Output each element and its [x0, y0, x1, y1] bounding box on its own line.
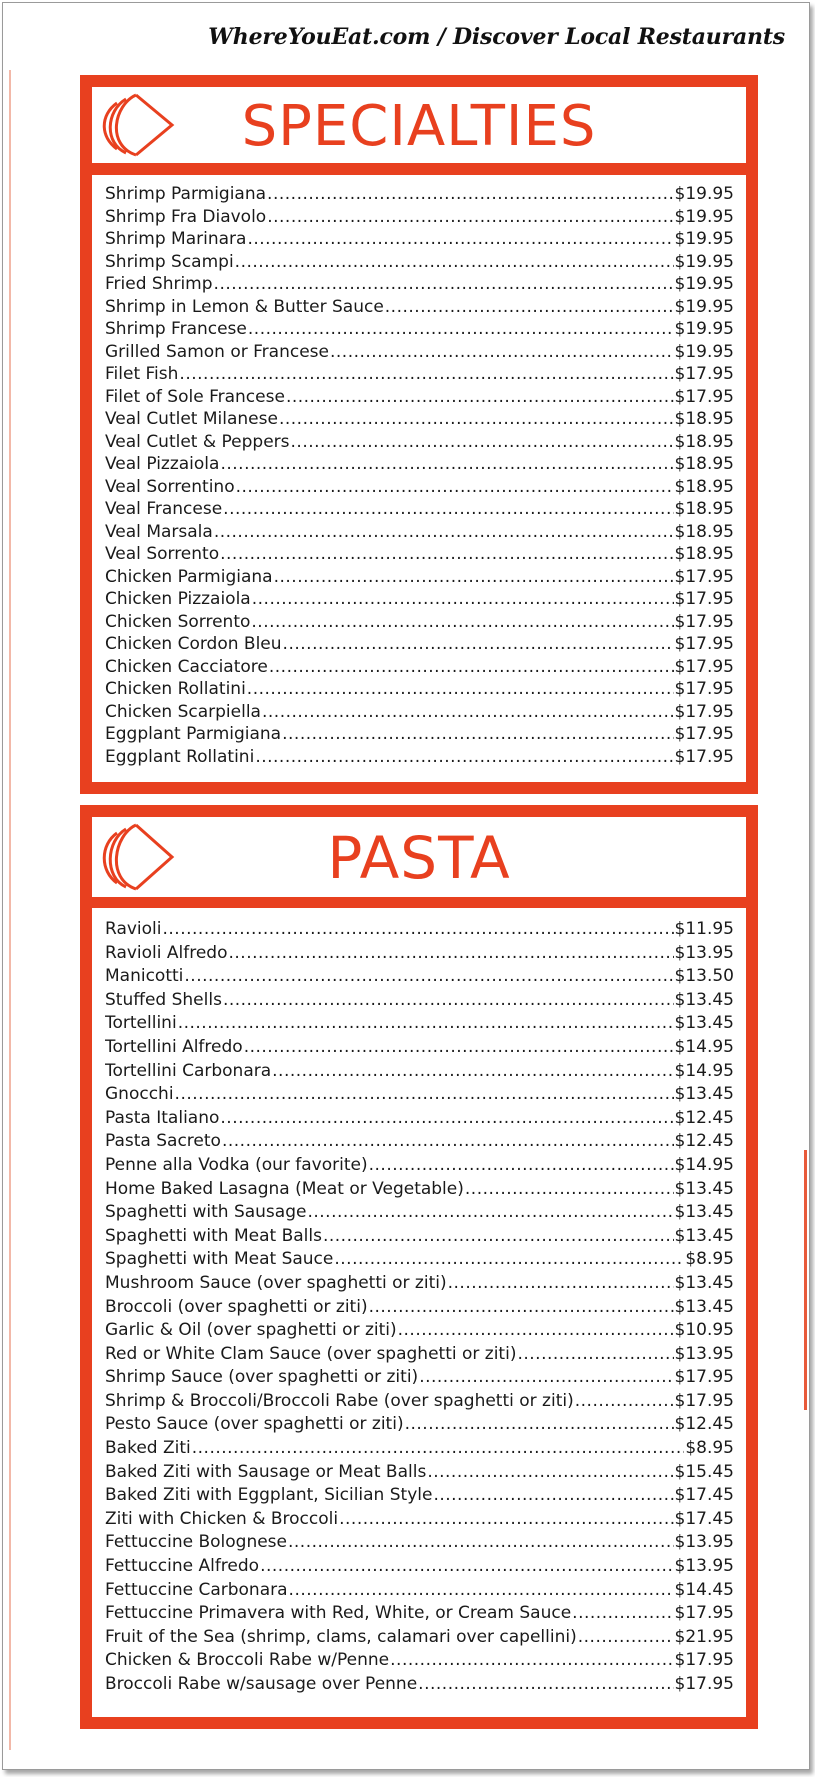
dot-leader: [448, 1272, 674, 1296]
specialties-section: [80, 75, 758, 794]
menu-item-name: Baked Ziti: [105, 1438, 191, 1459]
menu-item: [105, 386, 734, 409]
menu-item: [105, 1201, 734, 1225]
dot-leader: [274, 566, 674, 589]
dot-leader: [272, 1060, 673, 1084]
menu-item: [105, 633, 734, 656]
menu-item-name: Fruit of the Sea (shrimp, clams, calamari over capellini): [105, 1626, 577, 1647]
specialties-list: [92, 175, 746, 782]
dot-leader: [262, 701, 674, 724]
menu-item-price: $17.95: [674, 1603, 734, 1624]
menu-item-price: $13.95: [674, 1532, 734, 1553]
menu-item: [105, 296, 734, 319]
menu-item: [105, 1649, 734, 1673]
dot-leader: [179, 363, 673, 386]
dot-leader: [433, 1484, 673, 1508]
dot-leader: [269, 656, 674, 679]
menu-item-price: $17.45: [674, 1508, 734, 1529]
dot-leader: [184, 965, 673, 989]
menu-item: [105, 1178, 734, 1202]
menu-item: [105, 1296, 734, 1320]
menu-item-price: $8.95: [685, 1438, 734, 1459]
menu-item-name: Shrimp Sauce (over spaghetti or ziti): [105, 1367, 419, 1388]
menu-item-price: $13.45: [674, 1202, 734, 1223]
menu-item-name: Stuffed Shells: [105, 989, 222, 1010]
menu-item-price: $19.95: [674, 341, 734, 362]
menu-item: [105, 942, 734, 966]
menu-item-name: Veal Francese: [105, 499, 223, 519]
menu-item-name: Red or White Clam Sauce (over spaghetti or ziti): [105, 1343, 517, 1364]
menu-item-name: Home Baked Lasagna (Meat or Vegetable): [105, 1178, 464, 1199]
menu-item-name: Tortellini Alfredo: [105, 1036, 243, 1057]
menu-item: [105, 1602, 734, 1626]
menu-item-name: Gnocchi: [105, 1084, 174, 1105]
pasta-list: [92, 908, 746, 1717]
menu-item-price: $17.95: [674, 1650, 734, 1671]
menu-item: [105, 206, 734, 229]
menu-item-name: Ravioli Alfredo: [105, 942, 228, 963]
menu-item-name: Filet Fish: [105, 364, 179, 384]
menu-item-price: $17.95: [674, 589, 734, 609]
menu-item: [105, 1437, 734, 1461]
menu-item: [105, 656, 734, 679]
menu-item-price: $17.95: [674, 746, 734, 767]
menu-item: [105, 363, 734, 386]
menu-item-name: Chicken Pizzaiola: [105, 589, 251, 609]
menu-item-name: Broccoli Rabe w/sausage over Penne: [105, 1674, 418, 1694]
specialties-title: SPECIALTIES: [241, 94, 597, 159]
menu-item-name: Veal Cutlet & Peppers: [105, 431, 290, 452]
menu-item: [105, 521, 734, 544]
dot-leader: [235, 251, 674, 274]
dot-leader: [267, 206, 673, 229]
menu-item-price: $8.95: [685, 1249, 734, 1270]
menu-item-price: $17.95: [674, 679, 734, 699]
menu-item: [105, 965, 734, 989]
menu-item: [105, 1626, 734, 1650]
menu-item-price: $17.95: [674, 566, 734, 587]
menu-item-price: $13.45: [674, 1225, 734, 1246]
menu-item: [105, 1531, 734, 1555]
dot-leader: [369, 1154, 674, 1178]
menu-item: [105, 318, 734, 341]
dot-leader: [418, 1673, 673, 1697]
menu-item-price: $19.95: [674, 319, 734, 339]
menu-item-name: Eggplant Parmigiana: [105, 724, 282, 744]
menu-item-price: $19.95: [674, 206, 734, 227]
menu-item-price: $19.95: [674, 274, 734, 294]
menu-item-price: $13.45: [674, 1272, 734, 1293]
dot-leader: [222, 1130, 674, 1154]
dot-leader: [229, 942, 674, 966]
dot-leader: [255, 746, 673, 769]
menu-item: [105, 543, 734, 566]
menu-item-name: Spaghetti with Meat Sauce: [105, 1249, 334, 1270]
dot-leader: [286, 386, 674, 409]
dot-leader: [419, 1366, 673, 1390]
menu-item-price: $18.95: [674, 544, 734, 564]
menu-item: [105, 228, 734, 251]
dot-leader: [405, 1413, 674, 1437]
dot-leader: [214, 521, 674, 544]
menu-item-name: Grilled Samon or Francese: [105, 341, 329, 362]
menu-item: [105, 273, 734, 296]
menu-item-name: Filet of Sole Francese: [105, 386, 285, 407]
menu-item-price: $18.95: [674, 499, 734, 519]
menu-item-name: Chicken Cordon Bleu: [105, 634, 282, 654]
menu-item: [105, 566, 734, 589]
menu-item-name: Broccoli (over spaghetti or ziti): [105, 1296, 368, 1317]
menu-item-name: Ravioli: [105, 919, 162, 939]
menu-item-price: $18.95: [674, 476, 734, 497]
menu-item-price: $13.50: [674, 966, 734, 987]
menu-item-name: Veal Sorrento: [105, 544, 220, 564]
menu-item: [105, 1248, 734, 1272]
menu-item: [105, 1555, 734, 1579]
menu-item-price: $15.45: [674, 1461, 734, 1482]
dot-leader: [289, 1579, 674, 1603]
menu-item-name: Mushroom Sauce (over spaghetti or ziti): [105, 1272, 447, 1293]
dot-leader: [283, 633, 674, 656]
menu-item: [105, 1225, 734, 1249]
dot-leader: [178, 1012, 674, 1036]
menu-item-price: $17.95: [674, 634, 734, 654]
menu-item-name: Tortellini: [105, 1013, 177, 1034]
menu-item-name: Chicken & Broccoli Rabe w/Penne: [105, 1650, 390, 1671]
menu-item: [105, 476, 734, 499]
dot-leader: [578, 1626, 674, 1650]
dot-leader: [175, 1083, 674, 1107]
menu-item: [105, 1366, 734, 1390]
dot-leader: [398, 1319, 674, 1343]
menu-item: [105, 989, 734, 1013]
menu-item: [105, 1413, 734, 1437]
menu-item: [105, 1012, 734, 1036]
menu-item-price: $14.95: [674, 1154, 734, 1175]
menu-item-name: Veal Marsala: [105, 521, 213, 542]
menu-item-name: Pesto Sauce (over spaghetti or ziti): [105, 1414, 404, 1435]
menu-item-name: Tortellini Carbonara: [105, 1060, 272, 1081]
dot-leader: [288, 1531, 674, 1555]
dot-leader: [220, 543, 673, 566]
menu-item-price: $17.95: [674, 611, 734, 632]
menu-item-name: Shrimp Fra Diavolo: [105, 206, 267, 227]
menu-item: [105, 1484, 734, 1508]
dot-leader: [330, 341, 674, 364]
menu-item-price: $14.95: [674, 1060, 734, 1081]
menu-item-name: Shrimp & Broccoli/Broccoli Rabe (over spaghetti or ziti): [105, 1390, 574, 1411]
menu-item-name: Chicken Cacciatore: [105, 656, 268, 677]
menu-item-name: Fettuccine Carbonara: [105, 1579, 288, 1600]
menu-item-price: $18.95: [674, 521, 734, 542]
menu-item-name: Chicken Scarpiella: [105, 701, 261, 722]
menu-item: [105, 1673, 734, 1697]
dot-leader: [223, 498, 673, 521]
menu-item-price: $12.45: [674, 1107, 734, 1128]
menu-item-price: $19.95: [674, 296, 734, 317]
menu-item-price: $12.45: [674, 1131, 734, 1152]
dot-leader: [575, 1390, 674, 1414]
dot-leader: [279, 408, 674, 431]
menu-item-price: $17.95: [674, 724, 734, 744]
menu-item: [105, 183, 734, 206]
menu-item-name: Chicken Sorrento: [105, 611, 251, 632]
menu-item: [105, 1579, 734, 1603]
menu-item-price: $12.45: [674, 1414, 734, 1435]
dot-leader: [307, 1201, 673, 1225]
menu-item: [105, 341, 734, 364]
menu-item-name: Spaghetti with Meat Balls: [105, 1225, 322, 1246]
dot-leader: [323, 1225, 674, 1249]
menu-item-price: $19.95: [674, 251, 734, 272]
menu-item: [105, 1036, 734, 1060]
menu-item: [105, 251, 734, 274]
menu-item: [105, 611, 734, 634]
menu-item-name: Baked Ziti with Eggplant, Sicilian Style: [105, 1485, 433, 1506]
menu-item: [105, 1461, 734, 1485]
menu-item: [105, 1107, 734, 1131]
menu-item: [105, 431, 734, 454]
menu-item: [105, 678, 734, 701]
menu-item-price: $17.95: [674, 1674, 734, 1694]
dot-leader: [214, 273, 674, 296]
dot-leader: [517, 1343, 673, 1367]
menu-item-name: Baked Ziti with Sausage or Meat Balls: [105, 1461, 427, 1482]
menu-item: [105, 1130, 734, 1154]
menu-item-price: $18.95: [674, 454, 734, 474]
menu-item: [105, 1319, 734, 1343]
menu-item-name: Chicken Parmigiana: [105, 566, 273, 587]
menu-item-name: Shrimp Parmigiana: [105, 184, 267, 204]
menu-item: [105, 408, 734, 431]
menu-item-price: $11.95: [674, 919, 734, 939]
menu-item: [105, 723, 734, 746]
menu-item: [105, 1390, 734, 1414]
menu-item: [105, 701, 734, 724]
dot-leader: [572, 1602, 673, 1626]
menu-item-price: $10.95: [674, 1320, 734, 1341]
menu-item-name: Shrimp Marinara: [105, 229, 247, 249]
dot-leader: [427, 1461, 673, 1485]
menu-item-price: $13.95: [674, 1556, 734, 1577]
menu-item: [105, 1060, 734, 1084]
menu-item-price: $13.95: [674, 942, 734, 963]
menu-item-price: $13.45: [674, 1013, 734, 1034]
menu-item-name: Shrimp Scampi: [105, 251, 234, 272]
menu-item-name: Fettuccine Primavera with Red, White, or Cream Sauce: [105, 1603, 572, 1624]
menu-item-name: Fettuccine Bolognese: [105, 1532, 287, 1553]
menu-item-price: $17.95: [674, 386, 734, 407]
dot-leader: [223, 989, 674, 1013]
menu-item: [105, 1083, 734, 1107]
dot-leader: [291, 431, 674, 454]
menu-item-price: $17.95: [674, 701, 734, 722]
dot-leader: [334, 1248, 684, 1272]
dot-leader: [247, 228, 673, 251]
menu-item-price: $21.95: [674, 1626, 734, 1647]
dot-leader: [244, 1036, 674, 1060]
dot-leader: [163, 918, 674, 942]
menu-item-price: $14.95: [674, 1036, 734, 1057]
page-edge-mark: [804, 1150, 807, 1410]
menu-item-name: Ziti with Chicken & Broccoli: [105, 1508, 339, 1529]
dot-leader: [220, 1107, 673, 1131]
menu-item: [105, 746, 734, 769]
menu-item-name: Spaghetti with Sausage: [105, 1202, 307, 1223]
page-edge-shadow: [9, 70, 11, 1750]
menu-item-name: Fettuccine Alfredo: [105, 1556, 260, 1577]
dot-leader: [236, 476, 674, 499]
dot-leader: [369, 1296, 674, 1320]
menu-item-price: $13.45: [674, 1178, 734, 1199]
menu-item-price: $17.95: [674, 1390, 734, 1411]
dot-leader: [385, 296, 674, 319]
pasta-header: [92, 817, 746, 897]
pasta-section: [80, 805, 758, 1729]
dot-leader: [282, 723, 673, 746]
pasta-title: PASTA: [327, 824, 511, 892]
menu-item-price: $13.45: [674, 1296, 734, 1317]
dot-leader: [465, 1178, 674, 1202]
dot-leader: [252, 588, 674, 611]
menu-item-name: Veal Cutlet Milanese: [105, 409, 278, 429]
menu-item: [105, 1154, 734, 1178]
dot-leader: [192, 1437, 685, 1461]
menu-item: [105, 1508, 734, 1532]
menu-item-price: $18.95: [674, 409, 734, 429]
menu-item-price: $18.95: [674, 431, 734, 452]
dot-leader: [260, 1555, 673, 1579]
menu-item-name: Veal Pizzaiola: [105, 454, 220, 474]
menu-item-name: Penne alla Vodka (our favorite): [105, 1154, 368, 1175]
menu-item-name: Pasta Italiano: [105, 1107, 220, 1128]
dot-leader: [267, 183, 673, 206]
menu-item-name: Chicken Rollatini: [105, 679, 246, 699]
menu-item: [105, 918, 734, 942]
menu-item-price: $13.45: [674, 989, 734, 1010]
menu-item: [105, 588, 734, 611]
menu-item-price: $17.95: [674, 1367, 734, 1388]
dot-leader: [247, 678, 674, 701]
menu-item-price: $17.95: [674, 364, 734, 384]
menu-item-price: $19.95: [674, 184, 734, 204]
menu-item-price: $19.95: [674, 229, 734, 249]
menu-item-name: Shrimp Francese: [105, 319, 247, 339]
menu-item-price: $13.45: [674, 1084, 734, 1105]
menu-item-price: $14.45: [674, 1579, 734, 1600]
site-header[interactable]: WhereYouEat.com / Discover Local Restaurants: [208, 24, 785, 50]
menu-item-name: Eggplant Rollatini: [105, 746, 255, 767]
menu-item-name: Pasta Sacreto: [105, 1131, 221, 1152]
menu-item-name: Manicotti: [105, 966, 184, 987]
menu-item-price: $17.45: [674, 1485, 734, 1506]
dot-leader: [390, 1649, 673, 1673]
dot-leader: [251, 611, 673, 634]
menu-item-name: Fried Shrimp: [105, 274, 213, 294]
menu-item-name: Veal Sorrentino: [105, 476, 235, 497]
menu-item: [105, 1343, 734, 1367]
menu-item-price: $13.95: [674, 1343, 734, 1364]
menu-item: [105, 498, 734, 521]
menu-item: [105, 1272, 734, 1296]
menu-item-name: Shrimp in Lemon & Butter Sauce: [105, 296, 384, 317]
menu-item-name: Garlic & Oil (over spaghetti or ziti): [105, 1320, 397, 1341]
dot-leader: [248, 318, 674, 341]
menu-item: [105, 453, 734, 476]
menu-item-price: $17.95: [674, 656, 734, 677]
dot-leader: [339, 1508, 673, 1532]
specialties-header: [92, 87, 746, 163]
dot-leader: [220, 453, 673, 476]
